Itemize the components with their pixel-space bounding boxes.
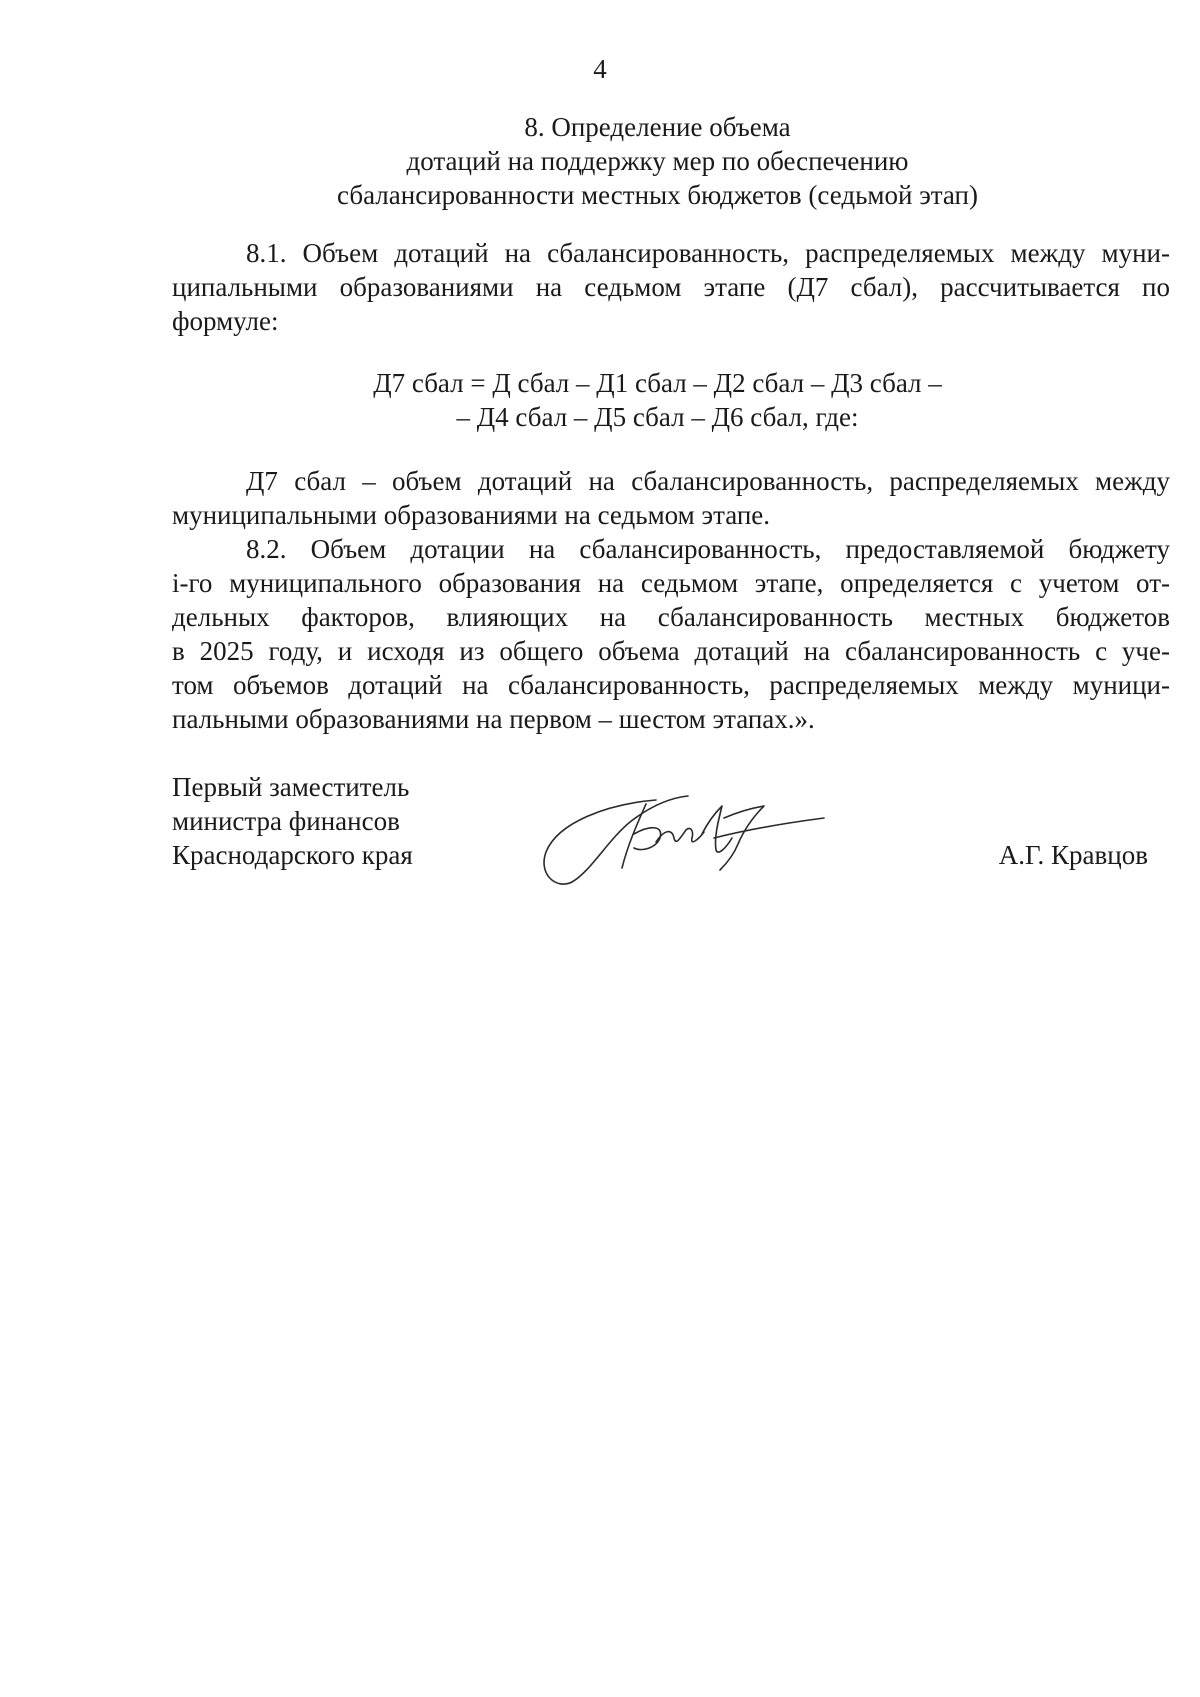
formula-line: Д7 сбал = Д сбал – Д1 сбал – Д2 сбал – Д3 сбал – [373, 368, 942, 398]
section-title-line: дотаций на поддержку мер по обеспечению [406, 146, 909, 176]
formula-line: – Д4 сбал – Д5 сбал – Д6 сбал, где: [456, 402, 859, 432]
paragraph-line: i-го муниципального образования на седьмом этапе, определяется с учетом от- [172, 568, 1170, 598]
paragraph-line: формуле: [172, 306, 279, 336]
paragraph-line: в 2025 году, и исходя из общего объема дотаций на сбалансированность с уче- [172, 636, 1170, 666]
section-title-line: 8. Определение объема [524, 112, 791, 142]
signer-title-line: Первый заместитель [172, 772, 410, 802]
paragraph-line: муниципальными образованиями на седьмом этапе. [172, 500, 771, 530]
paragraph-8-2 [172, 532, 1170, 736]
signer-title [172, 770, 492, 872]
paragraph-line: 8.1. Объем дотаций на сбалансированность, распределяемых между муни- [246, 238, 1170, 268]
paragraph-line: 8.2. Объем дотации на сбалансированность, предоставляемой бюджету [246, 534, 1170, 564]
section-title-line: сбалансированности местных бюджетов (седьмой этап) [337, 180, 978, 210]
definition-paragraph [172, 464, 1170, 532]
signer-title-line: Краснодарского края [172, 840, 413, 870]
handwritten-signature [538, 782, 828, 902]
section-title [240, 110, 1075, 212]
paragraph-8-1 [172, 236, 1170, 338]
page-number: 4 [593, 54, 607, 84]
formula [240, 366, 1075, 434]
paragraph-line: Д7 сбал – объем дотаций на сбалансированность, распределяемых между [246, 466, 1170, 496]
paragraph-line: том объемов дотаций на сбалансированность, распределяемых между муници- [172, 670, 1170, 700]
paragraph-line: ципальными образованиями на седьмом этапе (Д7 сбал), рассчитывается по [172, 272, 1170, 302]
signer-title-line: министра финансов [172, 806, 400, 836]
paragraph-line: пальными образованиями на первом – шестом этапах.». [172, 704, 815, 734]
paragraph-line: дельных факторов, влияющих на сбалансированность местных бюджетов [172, 602, 1170, 632]
signer-name: А.Г. Кравцов [998, 840, 1148, 870]
